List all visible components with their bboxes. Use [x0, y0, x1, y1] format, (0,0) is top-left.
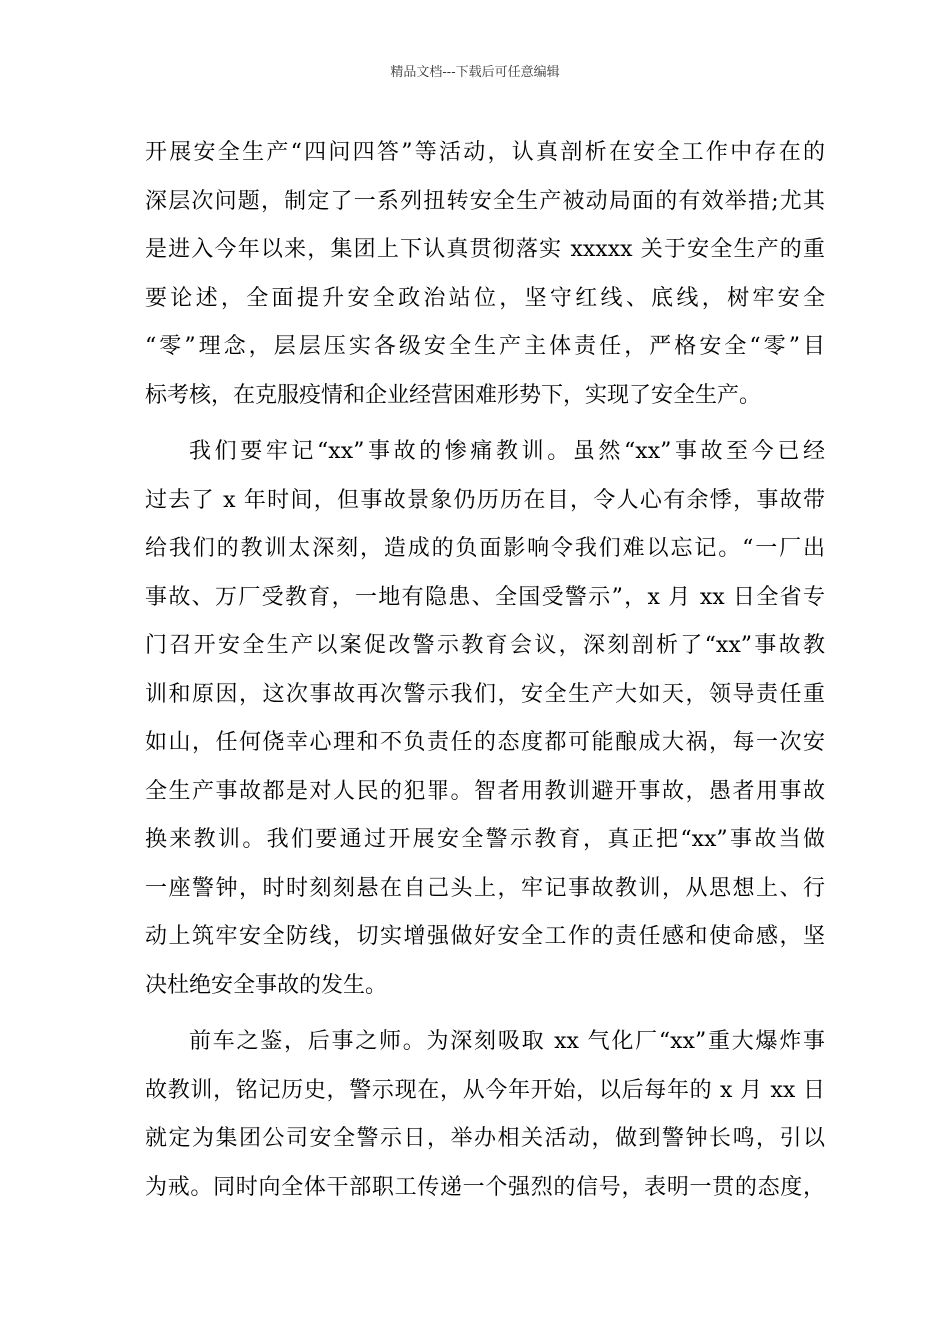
text-line: 标考核，在克服疫情和企业经营困难形势下，实现了安全生产。 [145, 382, 762, 408]
text-line: “零”理念，层层压实各级安全生产主体责任，严格安全“零”目 [145, 334, 825, 359]
paragraph-2 [145, 428, 825, 1010]
text-line: 动上筑牢安全防线，切实增强做好安全工作的责任感和使命感，坚 [145, 924, 825, 949]
text-line: 开展安全生产“四问四答”等活动，认真剖析在安全工作中存在的 [145, 140, 825, 165]
text-line: 给我们的教训太深刻，造成的负面影响令我们难以忘记。“一厂出 [145, 536, 825, 561]
text-line: 为戒。同时向全体干部职工传递一个强烈的信号，表明一贯的态度， [145, 1174, 825, 1200]
text-line: 就定为集团公司安全警示日，举办相关活动，做到警钟长鸣，引以 [145, 1126, 825, 1151]
text-line: 决杜绝安全事故的发生。 [145, 972, 388, 998]
text-line: 训和原因，这次事故再次警示我们，安全生产大如天，领导责任重 [145, 681, 825, 707]
text-line: 是进入今年以来，集团上下认真贯彻落实 xxxxx 关于安全生产的重 [145, 237, 825, 262]
paragraph-gap [145, 1010, 825, 1018]
text-line: 全生产事故都是对人民的犯罪。智者用教训避开事故，愚者用事故 [145, 778, 825, 804]
text-line: 深层次问题，制定了一系列扭转安全生产被动局面的有效举措;尤其 [145, 188, 825, 214]
text-line: 故教训，铭记历史，警示现在，从今年开始，以后每年的 x 月 xx 日 [145, 1077, 825, 1103]
text-line: 换来教训。我们要通过开展安全警示教育，真正把“xx”事故当做 [145, 827, 825, 852]
page-header: 精品文档---下载后可任意编辑 [390, 65, 560, 80]
text-line: 如山，任何侥幸心理和不负责任的态度都可能酿成大祸，每一次安 [145, 730, 825, 755]
text-line: 要论述，全面提升安全政治站位，坚守红线、底线，树牢安全 [145, 285, 825, 311]
text-line: 我们要牢记“xx”事故的惨痛教训。虽然“xx”事故至今已经 [189, 439, 825, 464]
text-line: 过去了 x 年时间，但事故景象仍历历在目，令人心有余悸，事故带 [145, 487, 825, 513]
document-body [145, 129, 825, 1212]
text-line: 前车之鉴，后事之师。为深刻吸取 xx 气化厂“xx”重大爆炸事 [189, 1029, 825, 1054]
text-line: 事故、万厂受教育，一地有隐患、全国受警示”，x 月 xx 日全省专 [145, 584, 825, 610]
text-line: 一座警钟，时时刻刻悬在自己头上，牢记事故教训，从思想上、行 [145, 875, 825, 901]
paragraph-3 [145, 1018, 825, 1212]
paragraph-1 [145, 129, 825, 420]
text-line: 门召开安全生产以案促改警示教育会议，深刻剖析了“xx”事故教 [145, 633, 825, 658]
paragraph-gap [145, 420, 825, 428]
